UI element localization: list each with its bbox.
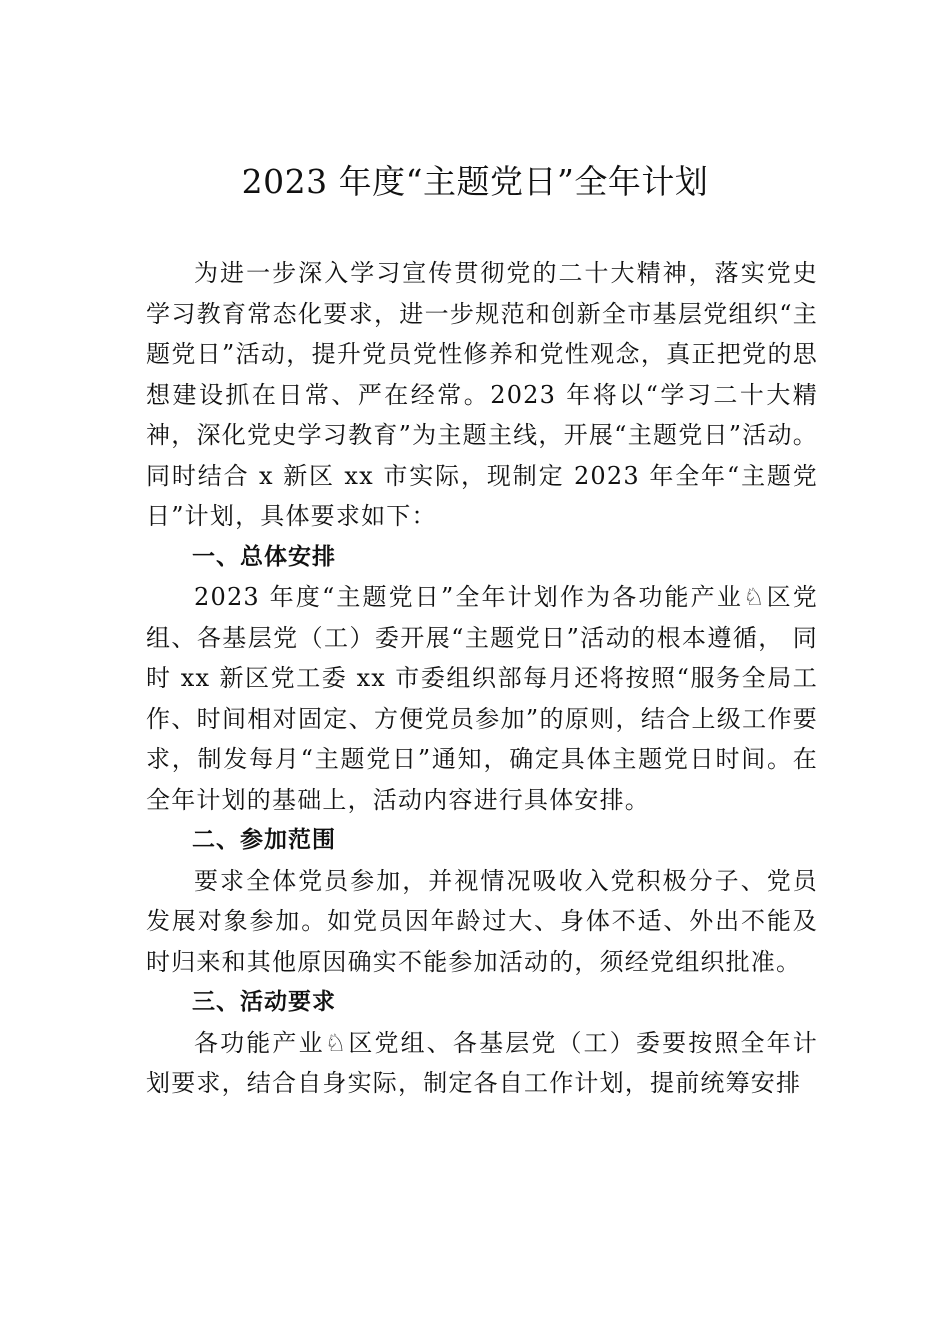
- section-paragraph-overall-arrangement: 2023 年度“主题党日”全年计划作为各功能产业♘区党组、各基层党（工）委开展“主题党日”活动的根本遵循， 同时 xx 新区党工委 xx 市委组织部每月还将按照“服务全局工作、时间相对固定、方便党员参加”的原则，结合上级工作要求，制发每月“主题党日”通知，确定具体主题党日时间。在全年计划的基础上，活动内容进行具体安排。: [146, 583, 818, 814]
- section-heading-overall-arrangement: 一、总体安排: [192, 543, 336, 570]
- intro-paragraph: 为进一步深入学习宣传贯彻党的二十大精神，落实党史学习教育常态化要求，进一步规范和创新全市基层党组织“主题党日”活动，提升党员党性修养和党性观念，真正把党的思想建设抓在日常、严在经常。2023 年将以“学习二十大精神，深化党史学习教育”为主题主线，开展“主题党日”活动。同时结合 x 新区 xx 市实际，现制定 2023 年全年“主题党日”计划，具体要求如下：: [146, 259, 818, 530]
- section-paragraph-participation-scope: 要求全体党员参加，并视情况吸收入党积极分子、党员发展对象参加。如党员因年龄过大、身体不适、外出不能及时归来和其他原因确实不能参加活动的，须经党组织批准。: [146, 866, 818, 976]
- section-heading-activity-requirements: 三、活动要求: [192, 989, 336, 1015]
- document-body: [146, 253, 818, 1104]
- document-title: 2023 年度“主题党日”全年计划: [241, 162, 709, 201]
- section-paragraph-activity-requirements: 各功能产业♘区党组、各基层党（工）委要按照全年计划要求，结合自身实际，制定各自工作计划，提前统筹安排: [146, 1028, 818, 1097]
- section-heading-participation-scope: 二、参加范围: [192, 827, 336, 853]
